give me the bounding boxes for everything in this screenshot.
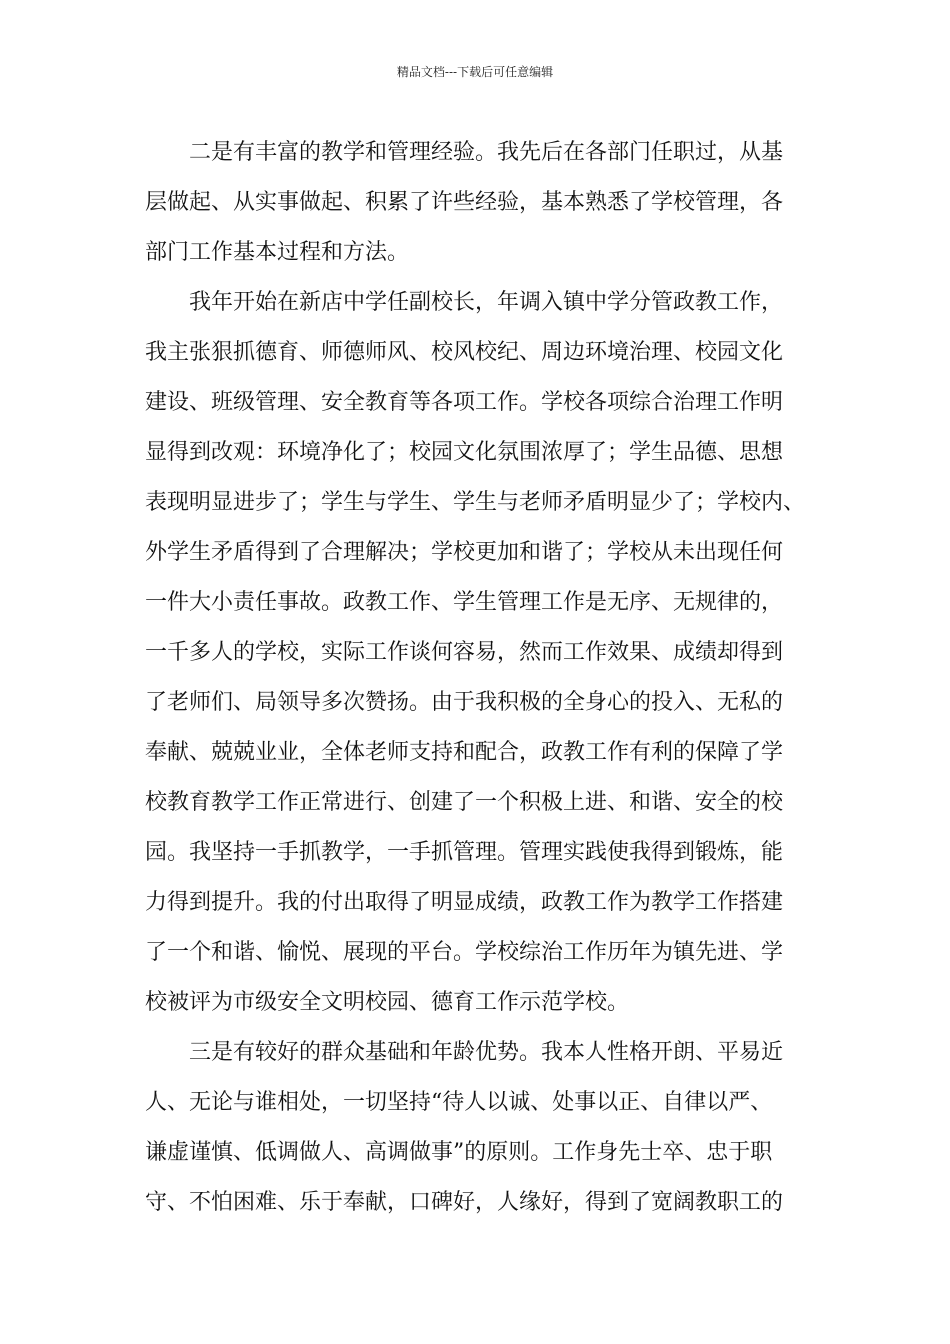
text-line: 三是有较好的群众基础和年龄优势。我本人性格开朗、平易近 <box>189 1040 784 1065</box>
paragraph-people-skills <box>145 1028 821 1228</box>
text-line: 外学生矛盾得到了合理解决；学校更加和谐了；学校从未出现任何 <box>145 540 784 565</box>
text-line: 了老师们、局领导多次赞扬。由于我积极的全身心的投入、无私的 <box>145 690 784 715</box>
text-line: 谦虚谨慎、低调做人、高调做事”的原则。工作身先士卒、忠于职 <box>145 1140 773 1165</box>
document-body <box>145 128 821 1228</box>
text-line: 建设、班级管理、安全教育等各项工作。学校各项综合治理工作明 <box>145 390 784 415</box>
paragraph-work-history <box>145 278 821 1028</box>
text-line: 一千多人的学校，实际工作谈何容易，然而工作效果、成绩却得到 <box>145 640 784 665</box>
text-line: 层做起、从实事做起、积累了许些经验，基本熟悉了学校管理，各 <box>145 190 784 215</box>
text-line: 二是有丰富的教学和管理经验。我先后在各部门任职过，从基 <box>189 140 784 165</box>
text-line: 园。我坚持一手抓教学，一手抓管理。管理实践使我得到锻炼，能 <box>145 840 784 865</box>
text-line: 守、不怕困难、乐于奉献，口碑好，人缘好，得到了宽阔教职工的 <box>145 1190 784 1215</box>
text-line: 力得到提升。我的付出取得了明显成绩，政教工作为教学工作搭建 <box>145 890 784 915</box>
text-line: 校教育教学工作正常进行、创建了一个积极上进、和谐、安全的校 <box>145 790 784 815</box>
text-line: 人、无论与谁相处，一切坚持“待人以诚、处事以正、自律以严、 <box>145 1090 773 1115</box>
text-line: 显得到改观：环境净化了；校园文化氛围浓厚了；学生品德、思想 <box>145 440 784 465</box>
text-line: 我年开始在新店中学任副校长，年调入镇中学分管政教工作， <box>189 290 784 315</box>
text-line: 校被评为市级安全文明校园、德育工作示范学校。 <box>145 990 630 1015</box>
text-line: 了一个和谐、愉悦、展现的平台。学校综治工作历年为镇先进、学 <box>145 940 784 965</box>
page-header: 精品文档---下载后可任意编辑 <box>396 65 554 79</box>
text-line: 一件大小责任事故。政教工作、学生管理工作是无序、无规律的， <box>145 590 784 615</box>
paragraph-teaching-experience <box>145 128 821 278</box>
text-line: 部门工作基本过程和方法。 <box>145 240 410 265</box>
text-line: 表现明显进步了；学生与学生、学生与老师矛盾明显少了；学校内、 <box>145 490 806 515</box>
text-line: 奉献、兢兢业业，全体老师支持和配合，政教工作有利的保障了学 <box>145 740 784 765</box>
text-line: 我主张狠抓德育、师德师风、校风校纪、周边环境治理、校园文化 <box>145 340 784 365</box>
